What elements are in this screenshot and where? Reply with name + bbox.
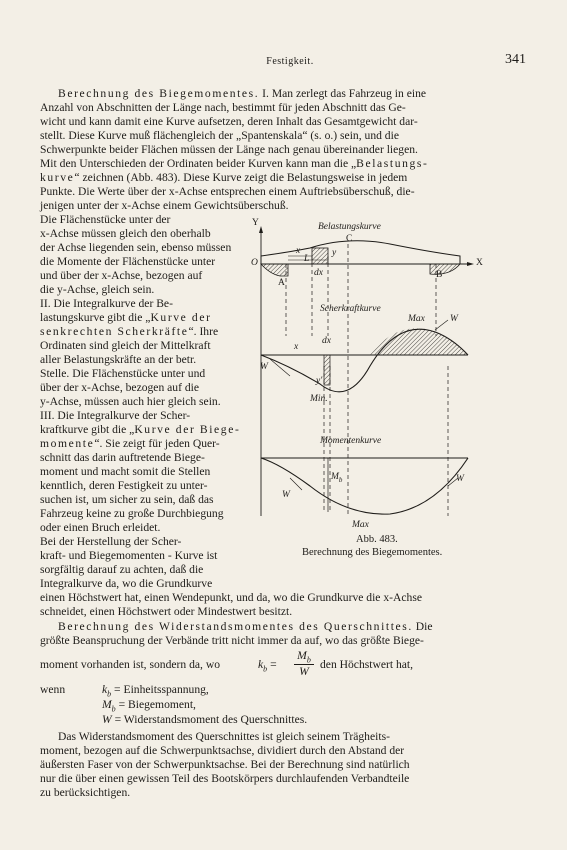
figure-number: Abb. 483. <box>356 534 398 545</box>
label-X: X <box>476 258 483 268</box>
text-line: stellt. Diese Kurve muß flächengleich der „Spantenskala“ (s. o.) sein, und die <box>40 129 399 142</box>
label-W4: W <box>456 474 464 484</box>
text-line: sorgfältig darauf zu achten, daß die <box>40 563 204 576</box>
text-line: äußersten Faser von der Schwerpunktsachse. Bei der Berechnung sind natürlich <box>40 758 410 771</box>
leader-w2 <box>435 320 448 330</box>
section-heading: Berechnung des Biegemomentes. <box>58 87 260 100</box>
page-header <box>60 52 526 72</box>
running-head: Festigkeit. <box>266 56 314 67</box>
fraction-numerator: $M_b$ <box>297 649 311 665</box>
label-scherkraftkurve: Scherkraftkurve <box>320 304 381 314</box>
figure-abb-483 <box>250 216 518 562</box>
text-line: Anzahl von Abschnitten der Länge nach, bestimmt für jeden Abschnitt das Ge- <box>40 101 406 114</box>
text-line: größte Beanspruchung der Verbände tritt nicht immer da auf, wo das größte Biege- <box>40 634 424 647</box>
label-A: A <box>278 278 285 288</box>
label-y1: y <box>332 248 337 258</box>
text-line: jenigen unter der x-Achse einem Gewichtsüberschuß. <box>40 199 289 212</box>
formula-line: moment vorhanden ist, sondern da, wo <box>40 658 220 671</box>
label-min: Min. <box>310 394 328 404</box>
hatched-area-left <box>261 264 288 276</box>
text-line: Bei der Herstellung der Scher- <box>40 535 182 548</box>
label-L: L <box>304 254 310 264</box>
text-line: moment, bezogen auf die Schwerpunktsachse, dividiert durch den Abstand der <box>40 744 405 757</box>
text-line: wicht und kann damit eine Kurve aufsetzen, deren Inhalt das Gesamtgewicht dar- <box>40 115 418 128</box>
moment-curve <box>261 458 468 514</box>
text-line: über der x-Achse, bezogen auf die <box>40 381 200 394</box>
formula-kb: $k_b$ = <box>258 658 277 674</box>
text-line: Das Widerstandsmoment des Querschnittes ist gleich seinem Trägheits- <box>58 730 390 743</box>
label-Y: Y <box>252 218 259 228</box>
text-line: der Achse liegenden sein, ebenso müssen <box>40 241 232 254</box>
text-line: schnitt das darin auftretende Biege- <box>40 451 205 464</box>
strip-dx-2 <box>324 355 330 385</box>
text-line: einen Höchstwert hat, einen Wendepunkt, und da, wo die Grundkurve die x-Achse <box>40 591 422 604</box>
label-W1: W <box>260 362 268 372</box>
text-line: kraftkurve gibt die „Kurve der Biege- <box>40 423 241 436</box>
text-line: Punkte. Die Werte über der x-Achse entsprechen einem Auftriebsüberschuß, die- <box>40 185 415 198</box>
text-line: kraft- und Biegemomenten - Kurve ist <box>40 549 218 562</box>
text-line: Stelle. Die Flächenstücke unter und <box>40 367 206 380</box>
text-line: III. Die Integralkurve der Scher- <box>40 409 191 422</box>
label-momentenkurve: Momentenkurve <box>320 436 382 446</box>
text-line: Berechnung des Biegemomentes. I. Man zerlegt das Fahrzeug in eine <box>58 87 427 100</box>
text-line: lastungskurve gibt die „Kurve der <box>40 311 212 324</box>
label-B: B <box>436 270 443 280</box>
label-max1: Max <box>408 314 425 324</box>
label-belastungskurve: Belastungskurve <box>318 222 381 232</box>
text-line: Mit den Unterschieden der Ordinaten beider Kurven kann man die „Belastungs- <box>40 157 429 170</box>
text-line: senkrechten Scherkräfte“. Ihre <box>40 325 219 338</box>
text-line: kenntlich, deren Festigkeit zu unter- <box>40 479 208 492</box>
figure-caption: Berechnung des Biegemomentes. <box>302 547 443 558</box>
definition-item: $k_b$ = Einheitsspannung, <box>102 683 209 699</box>
fraction-denominator: W <box>299 665 309 678</box>
label-dx1: dx <box>314 268 323 278</box>
text-line: oder einen Bruch erleidet. <box>40 521 161 534</box>
text-line: Berechnung des Widerstandsmomentes des Querschnittes. Die <box>58 620 433 633</box>
page-number: 341 <box>505 52 526 67</box>
y-axis-arrow <box>259 226 263 233</box>
text-line: schneidet, einen Höchstwert oder Mindestwert besitzt. <box>40 605 293 618</box>
text-line: moment und macht somit die Stellen <box>40 465 211 478</box>
leader-w3 <box>290 478 302 490</box>
leader-w1 <box>270 359 290 376</box>
formula-tail: den Höchstwert hat, <box>320 658 414 671</box>
text-line: momente“. Sie zeigt für jeden Quer- <box>40 437 220 450</box>
text-line: Fahrzeug keine zu große Durchbiegung <box>40 507 224 520</box>
text-line: y-Achse, müssen auch hier gleich sein. <box>40 395 221 408</box>
label-O: O <box>251 258 258 268</box>
text-line: die y-Achse, gleich sein. <box>40 283 155 296</box>
text-line: Die Flächenstücke unter der <box>40 213 171 226</box>
label-x2: x <box>294 342 299 352</box>
text-line: II. Die Integralkurve der Be- <box>40 297 173 310</box>
definition-item: $M_b$ = Biegemoment, <box>102 698 196 714</box>
strip-dx-1 <box>312 248 328 264</box>
text-line: aller Belastungskräfte an der betr. <box>40 353 197 366</box>
label-dx2: dx <box>322 336 331 346</box>
text-line: die Momente der Flächenstücke unter <box>40 255 216 268</box>
hatched-area-right <box>430 264 460 274</box>
text-line: x-Achse müssen gleich den oberhalb <box>40 227 211 240</box>
text-line: kurve“ zeichnen (Abb. 483). Diese Kurve zeigt die Belastungsweise in jedem <box>40 171 408 184</box>
section-heading: Berechnung des Widerstandsmomentes des Querschnittes. <box>58 620 413 633</box>
label-W2: W <box>450 314 458 324</box>
text-line: Integralkurve da, wo die Grundkurve <box>40 577 213 590</box>
text-line: Ordinaten sind gleich der Mittelkraft <box>40 339 211 352</box>
label-W3: W <box>282 490 290 500</box>
definition-item: W = Widerstandsmoment des Querschnittes. <box>102 713 308 726</box>
belastung-curve <box>261 241 460 264</box>
text-line: zu berücksichtigen. <box>40 786 131 799</box>
label-y2: y' <box>316 376 323 386</box>
guide-lines <box>286 244 448 516</box>
text-line: suchen ist, um sicher zu sein, daß das <box>40 493 214 506</box>
wenn-label: wenn <box>40 683 66 696</box>
label-C: C <box>346 234 353 244</box>
x-axis-arrow <box>467 262 474 266</box>
label-x1: x <box>296 246 301 256</box>
label-Mb: $M_b$ <box>331 472 343 484</box>
text-line: nur die über einen gewissen Teil des Bootskörpers durchlaufenden Verbandteile <box>40 772 410 785</box>
label-max2: Max <box>352 520 369 530</box>
text-line: und über der x-Achse, bezogen auf <box>40 269 203 282</box>
text-line: Schwerpunkte beider Flächen müssen der Länge nach genau übereinander liegen. <box>40 143 418 156</box>
